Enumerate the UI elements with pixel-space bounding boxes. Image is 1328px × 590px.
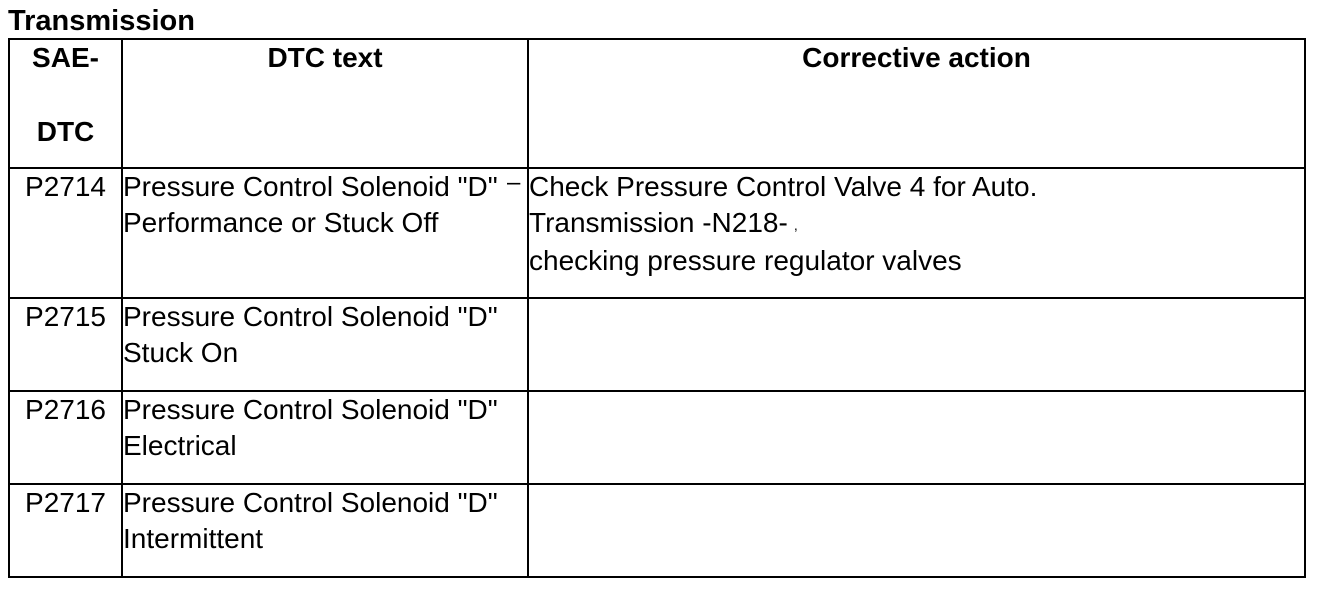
dtc-code-cell: P2714	[9, 168, 122, 298]
dtc-text-cell: Pressure Control Solenoid "D" Intermittent	[122, 484, 528, 577]
dtc-table	[8, 38, 1306, 578]
dash-bullet-icon: –	[507, 169, 521, 196]
column-header-dtc-text: DTC text	[122, 39, 528, 168]
corrective-action-link-n218[interactable]: Transmission -N218-	[529, 207, 788, 238]
comma-separator: ,	[793, 216, 798, 233]
column-header-sae-dtc	[9, 39, 122, 168]
corrective-action-link-regulator-valves[interactable]: checking pressure regulator valves	[529, 244, 962, 276]
dtc-code-cell: P2717	[9, 484, 122, 577]
table-row	[9, 484, 1305, 577]
dtc-text-cell: Pressure Control Solenoid "D" Electrical	[122, 391, 528, 484]
table-row	[9, 168, 1305, 298]
table-header-row	[9, 39, 1305, 168]
corrective-action-cell	[528, 484, 1305, 577]
corrective-action-line	[529, 205, 1304, 243]
corrective-action-cell	[528, 391, 1305, 484]
column-header-sae-line1: SAE-	[32, 42, 99, 73]
corrective-action-line	[507, 169, 1304, 205]
dtc-code-cell: P2716	[9, 391, 122, 484]
column-header-sae-line2: DTC	[36, 116, 95, 147]
corrective-action-text-1: Check Pressure Control Valve 4 for Auto.	[529, 171, 1038, 202]
corrective-action-line	[529, 243, 1304, 279]
dtc-text-cell: Pressure Control Solenoid "D" Performance or Stuck Off	[122, 168, 528, 298]
table-row	[9, 391, 1305, 484]
column-header-corrective-action: Corrective action	[528, 39, 1305, 168]
table-row	[9, 298, 1305, 391]
page-title: Transmission	[8, 5, 195, 37]
dtc-text-cell: Pressure Control Solenoid "D" Stuck On	[122, 298, 528, 391]
corrective-action-cell	[528, 298, 1305, 391]
corrective-action-cell	[507, 168, 1305, 298]
dtc-code-cell: P2715	[9, 298, 122, 391]
